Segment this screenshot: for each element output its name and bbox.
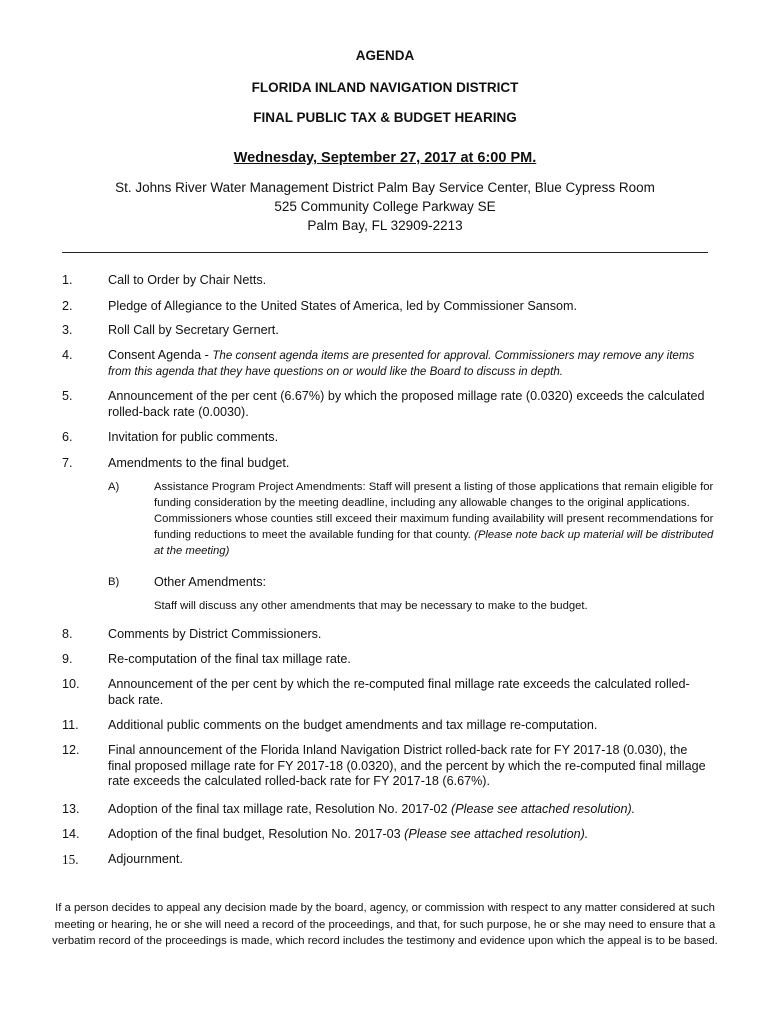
item-number: 14. bbox=[62, 827, 80, 841]
sub-item-text-block bbox=[154, 479, 714, 559]
item-text: Call to Order by Chair Netts. bbox=[108, 273, 267, 287]
item-text: Amendments to the final budget. bbox=[108, 456, 290, 470]
item-text: Pledge of Allegiance to the United States of America, led by Commissioner Sansom. bbox=[108, 299, 578, 313]
item-text: Consent Agenda - bbox=[108, 348, 213, 362]
item-number: 5. bbox=[62, 389, 73, 403]
item-text: Re-computation of the final tax millage rate. bbox=[108, 652, 351, 666]
sub-item-label: B) bbox=[108, 576, 120, 588]
item-text: Adoption of the final budget, Resolution No. 2017-03 bbox=[108, 827, 405, 841]
organization-name: FLORIDA INLAND NAVIGATION DISTRICT bbox=[251, 80, 519, 95]
item-text-block bbox=[108, 827, 708, 843]
item-number: 4. bbox=[62, 348, 73, 362]
item-number: 12. bbox=[62, 743, 80, 757]
item-number: 11. bbox=[62, 718, 79, 732]
item-number: 7. bbox=[62, 456, 73, 470]
meeting-date: Wednesday, September 27, 2017 at 6:00 PM. bbox=[233, 150, 537, 166]
item-number: 3. bbox=[62, 323, 73, 337]
location-line-1: St. Johns River Water Management District Palm Bay Service Center, Blue Cypress Room bbox=[115, 180, 655, 195]
item-number: 8. bbox=[62, 627, 73, 641]
item-text: Invitation for public comments. bbox=[108, 430, 279, 444]
sub-item-text: Assistance Program Project Amendments: Staff will present a listing of those applications that remain eligible for funding consideration by the meeting deadline, including any allowable changes to the original applications. Commissioners whose counties still exceed their maximum funding availability will present recommendations for funding reductions to meet the available funding for that county. bbox=[154, 481, 714, 541]
item-text-block bbox=[108, 348, 708, 379]
location-line-2: 525 Community College Parkway SE bbox=[274, 199, 496, 214]
item-number: 9. bbox=[62, 652, 73, 666]
item-text-block bbox=[108, 802, 708, 818]
meeting-title: FINAL PUBLIC TAX & BUDGET HEARING bbox=[253, 110, 517, 125]
item-number: 6. bbox=[62, 430, 73, 444]
item-text: Adjournment. bbox=[108, 852, 183, 866]
sub-item-text: Staff will discuss any other amendments that may be necessary to make to the budget. bbox=[154, 600, 588, 612]
item-text: Announcement of the per cent by which the re-computed final millage rate exceeds the calculated rolled-back rate. bbox=[108, 677, 690, 707]
item-text: Adoption of the final tax millage rate, Resolution No. 2017-02 bbox=[108, 802, 452, 816]
item-text: Comments by District Commissioners. bbox=[108, 627, 322, 641]
item-number: 15. bbox=[62, 852, 79, 867]
item-note: The consent agenda items are presented for approval. Commissioners may remove any items from this agenda that they have questions on or would like the Board to discuss in depth. bbox=[108, 349, 695, 378]
item-number: 10. bbox=[62, 677, 80, 691]
item-text: Additional public comments on the budget amendments and tax millage re-computation. bbox=[108, 718, 598, 732]
item-note: (Please see attached resolution). bbox=[451, 802, 636, 816]
sub-item-note: (Please note back up material will be distributed at the meeting) bbox=[154, 529, 714, 557]
header-divider bbox=[62, 252, 708, 253]
sub-item-label: A) bbox=[108, 481, 120, 493]
location-line-3: Palm Bay, FL 32909-2213 bbox=[307, 218, 463, 233]
item-text: Announcement of the per cent (6.67%) by which the proposed millage rate (0.0320) exceeds the calculated rolled-back rate (0.0030). bbox=[108, 389, 705, 419]
item-number: 1. bbox=[62, 273, 73, 287]
item-note: (Please see attached resolution). bbox=[404, 827, 589, 841]
item-number: 13. bbox=[62, 802, 80, 816]
appeal-notice: If a person decides to appeal any decision made by the board, agency, or commission with respect to any matter considered at such meeting or hearing, he or she will need a record of the proceedings, and that, for such purpose, he or she may need to ensure that a verbatim record of the proceedings is made, which record includes the testimony and evidence upon which the appeal is to be based. bbox=[52, 902, 718, 947]
sub-item-title: Other Amendments: bbox=[154, 575, 266, 589]
item-number: 2. bbox=[62, 299, 73, 313]
agenda-title: AGENDA bbox=[355, 48, 415, 63]
item-text: Roll Call by Secretary Gernert. bbox=[108, 323, 279, 337]
item-text: Final announcement of the Florida Inland Navigation District rolled-back rate for FY 2017-18 (0.030), the final proposed millage rate for FY 2017-18 (0.0320), and the percent by which the re-computed final millage rate exceeds the calculated rolled-back rate for FY 2017-18 (6.67%). bbox=[108, 743, 706, 788]
